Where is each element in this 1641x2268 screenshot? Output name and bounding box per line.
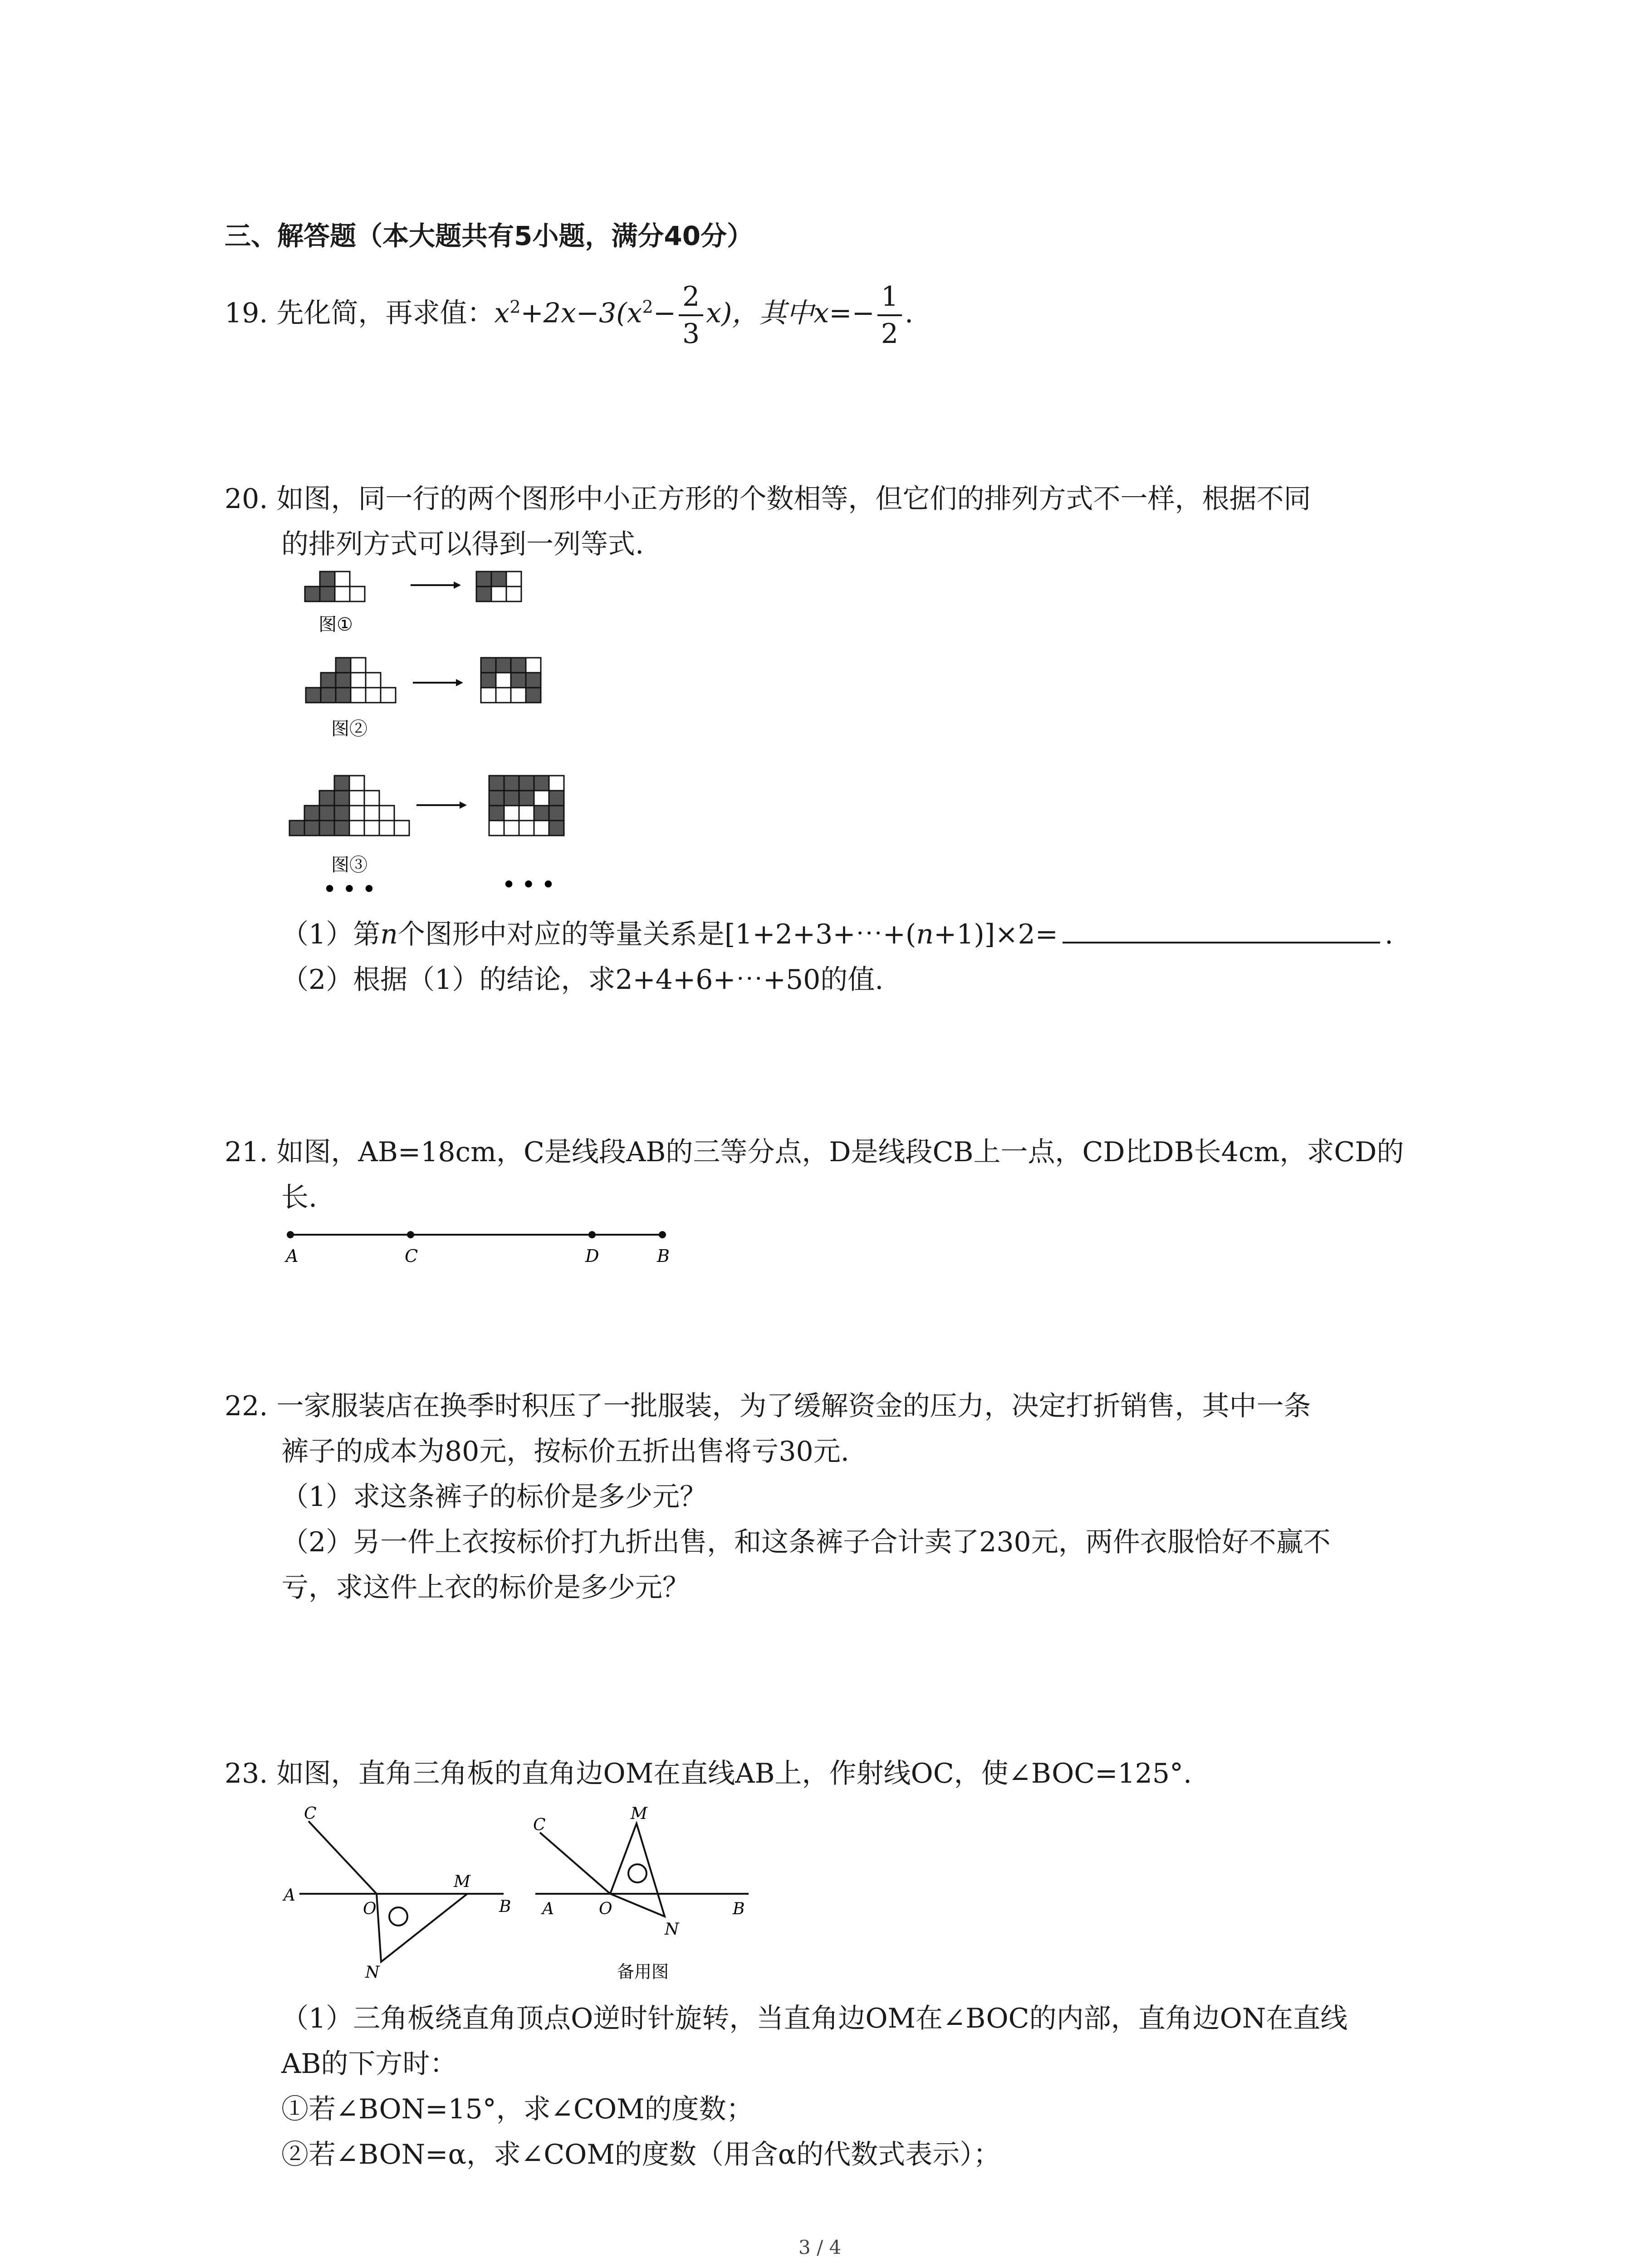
q22-part2a: （2）另一件上衣按标价打九折出售，和这条裤子合计卖了230元，两件衣服恰好不赢不 (281, 1526, 1331, 1558)
q23-fig2-label-o: O (599, 1900, 612, 1918)
q20-fig3-staircase (289, 776, 409, 836)
q23-fig1-label-m: M (454, 1872, 470, 1891)
q23-fig1-label-o: O (363, 1900, 377, 1918)
q20-fig2-label: 图② (331, 719, 367, 739)
q20-part1-b: 个图形中对应的等量关系是[1+2+3+⋯+( (397, 919, 916, 950)
q20-fig2-arrow (413, 679, 463, 686)
q23-fig2-label-a: A (542, 1900, 554, 1918)
q22-number: 22. (225, 1390, 268, 1422)
q19-fraction-2 (877, 279, 902, 352)
q21-point-a (287, 1231, 294, 1238)
q23-fig2-triangle (610, 1823, 665, 1916)
q20-fig1-rectangle (476, 572, 521, 601)
q19-end: . (905, 297, 914, 329)
q20-fig1-label: 图① (318, 614, 353, 635)
q20-part1-n2: n (916, 919, 934, 950)
q20-part2: （2）根据（1）的结论，求2+4+6+⋯+50的值. (281, 964, 884, 996)
q20-part1-a: （1）第 (281, 919, 381, 950)
q19-expr-c: − (653, 297, 676, 329)
q23-text-1: 如图，直角三角板的直角边OM在直线AB上，作射线OC，使∠BOC=125°. (276, 1758, 1192, 1789)
q22-text-1: 一家服装店在换季时积压了一批服装，为了缓解资金的压力，决定打折销售，其中一条 (276, 1390, 1311, 1422)
q20-staircase-figures (272, 562, 617, 898)
q19-frac1-den: 3 (682, 318, 700, 350)
q19-sup1: 2 (509, 297, 521, 317)
q21-point-d (588, 1231, 596, 1238)
q23-number: 23. (225, 1758, 268, 1789)
q22-part1: （1）求这条裤子的标价是多少元？ (281, 1481, 707, 1513)
q23-fig1-triangle-hole (389, 1907, 407, 1926)
q23-fig1-label-c: C (304, 1804, 317, 1823)
q23-triangle-figures (272, 1799, 780, 1989)
q20-part1-c: +1)]×2= (933, 919, 1058, 950)
q20-part1 (281, 912, 1393, 957)
q23-fig2-label-m: M (631, 1804, 647, 1823)
q21-point-b (659, 1231, 666, 1238)
q23-sub1: ①若∠BON=15°，求∠COM的度数； (281, 2093, 754, 2125)
q20-dots-right: • • • (502, 873, 555, 896)
q23-part1a: （1）三角板绕直角顶点O逆时针旋转，当直角边OM在∠BOC的内部，直角边ON在直线 (281, 2003, 1348, 2034)
q23-figure-1 (282, 1804, 511, 1982)
q21-line2: 长. (281, 1182, 318, 1213)
q23-fig2-label-c: C (533, 1816, 546, 1834)
q23-fig1-ray-oc (309, 1821, 377, 1894)
q23-fig2-caption: 备用图 (617, 1962, 669, 1982)
q20-text-1: 如图，同一行的两个图形中小正方形的个数相等，但它们的排列方式不一样，根据不同 (276, 483, 1311, 515)
q21-number: 21. (225, 1136, 268, 1168)
q23-fig2-triangle-hole (628, 1864, 647, 1882)
q21-label-b: B (657, 1246, 670, 1266)
q19-expr-d: x)，其中x=− (706, 297, 875, 329)
q19-fraction-1 (679, 279, 703, 352)
q19-number: 19. (225, 297, 268, 329)
q23-sub2: ②若∠BON=α，求∠COM的度数（用含α的代数式表示）； (281, 2139, 1001, 2170)
q21-line-segment-figure (272, 1220, 681, 1270)
q21-label-c: C (405, 1246, 418, 1266)
q23-fig1-triangle (377, 1894, 467, 1962)
q20-fig3-rectangle (489, 776, 564, 836)
q19-expr-a: x (494, 297, 510, 329)
page-number: 3 / 4 (798, 2236, 842, 2258)
q20-part1-n: n (380, 919, 398, 950)
q20-line1 (225, 476, 1311, 522)
q23-fig1-label-a: A (284, 1886, 295, 1905)
q20-fig1-staircase (305, 572, 365, 601)
q23-figure-2 (533, 1804, 749, 1982)
q20-answer-blank[interactable] (1063, 915, 1380, 943)
q20-fig3-arrow (416, 802, 467, 809)
q20-number: 20. (225, 483, 268, 515)
q19 (225, 279, 913, 352)
q23-fig1-label-n: N (365, 1963, 380, 1982)
q22-line1 (225, 1383, 1311, 1429)
q20-line2: 的排列方式可以得到一列等式. (281, 528, 644, 560)
q19-frac2-num: 1 (877, 279, 902, 316)
q23-fig1-label-b: B (499, 1897, 511, 1916)
q23-fig2-ray-oc (540, 1833, 610, 1894)
q19-frac2-den: 2 (881, 318, 898, 350)
q22-line2: 裤子的成本为80元，按标价五折出售将亏30元. (281, 1436, 849, 1467)
q20-fig2-rectangle (481, 658, 541, 703)
q21-line1 (225, 1129, 1404, 1175)
q23-part1b: AB的下方时： (281, 2048, 457, 2080)
q20-fig2-staircase (306, 658, 396, 703)
q20-part1-end: . (1384, 919, 1393, 950)
section-title: 三、解答题（本大题共有5小题，满分40分） (225, 220, 754, 251)
q19-frac1-num: 2 (679, 279, 703, 316)
q19-prefix: 先化简，再求值： (276, 297, 495, 329)
q23-fig2-label-n: N (665, 1920, 679, 1939)
q21-text-1: 如图，AB=18cm，C是线段AB的三等分点，D是线段CB上一点，CD比DB长4cm，求CD的 (276, 1136, 1404, 1168)
q21-label-a: A (286, 1246, 299, 1266)
q22-part2b: 亏，求这件上衣的标价是多少元？ (281, 1572, 690, 1603)
q20-fig3-label: 图③ (331, 855, 367, 875)
q23-line1 (225, 1751, 1192, 1796)
q19-sup2: 2 (642, 297, 653, 317)
q20-fig1-arrow (411, 582, 461, 589)
q20-dots-left: • • • (323, 878, 376, 898)
q21-point-c (407, 1231, 414, 1238)
q21-label-d: D (585, 1246, 599, 1266)
q23-fig2-label-b: B (733, 1900, 745, 1918)
q19-expr-b: +2x−3(x (520, 297, 642, 329)
